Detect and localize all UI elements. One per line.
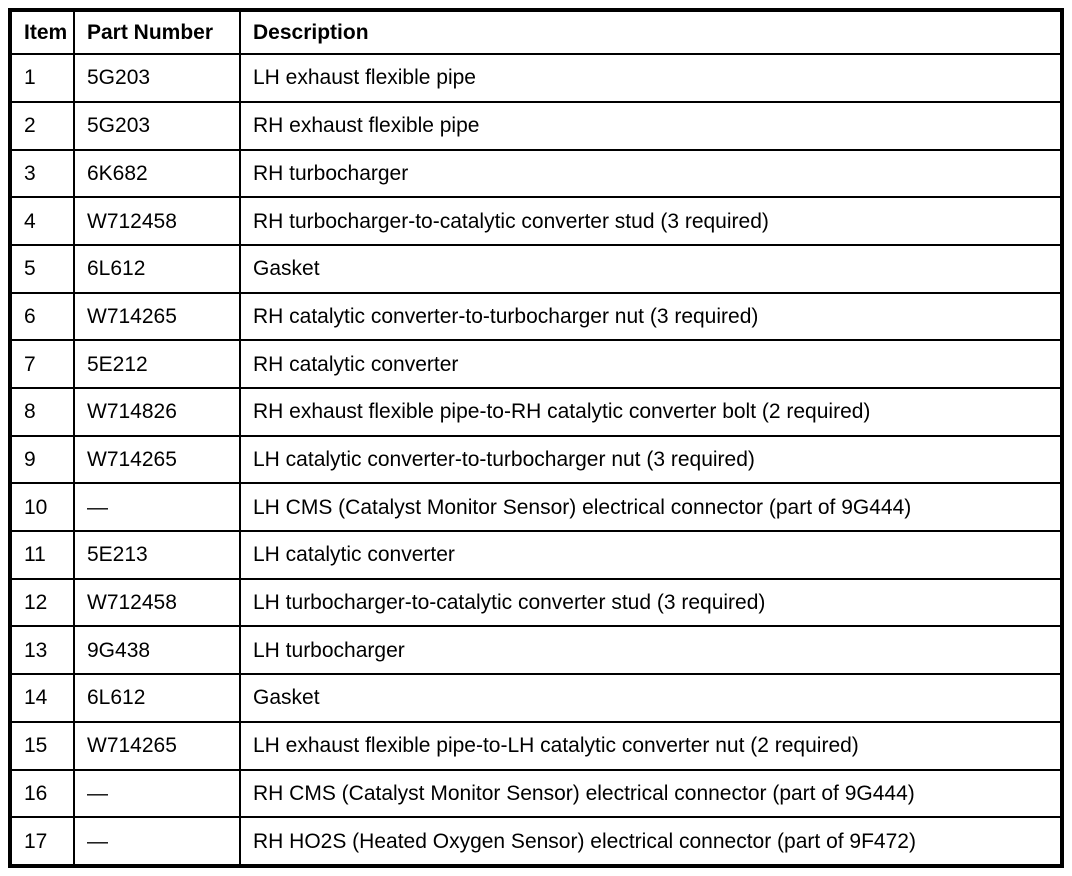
parts-table-body [10,54,1062,866]
header-cell-part-number: Part Number [74,10,240,54]
item-cell: 11 [10,531,74,579]
part-number-cell: 9G438 [74,626,240,674]
table-row [10,674,1062,722]
table-row [10,388,1062,436]
description-cell: LH turbocharger [240,626,1062,674]
description-cell: RH exhaust flexible pipe [240,102,1062,150]
description-cell: LH CMS (Catalyst Monitor Sensor) electrical connector (part of 9G444) [240,483,1062,531]
table-row [10,436,1062,484]
table-row [10,531,1062,579]
item-cell: 5 [10,245,74,293]
table-row [10,245,1062,293]
item-cell: 8 [10,388,74,436]
item-cell: 13 [10,626,74,674]
item-cell: 9 [10,436,74,484]
table-row [10,722,1062,770]
table-row [10,340,1062,388]
part-number-cell: W714265 [74,293,240,341]
description-cell: RH HO2S (Heated Oxygen Sensor) electrical connector (part of 9F472) [240,817,1062,866]
description-cell: Gasket [240,674,1062,722]
item-cell: 12 [10,579,74,627]
item-cell: 6 [10,293,74,341]
part-number-cell: — [74,817,240,866]
item-cell: 2 [10,102,74,150]
description-cell: LH catalytic converter [240,531,1062,579]
table-row [10,817,1062,866]
part-number-cell: 5G203 [74,102,240,150]
table-row [10,150,1062,198]
item-cell: 10 [10,483,74,531]
description-cell: RH catalytic converter-to-turbocharger nut (3 required) [240,293,1062,341]
item-cell: 1 [10,54,74,102]
part-number-cell: W712458 [74,579,240,627]
table-row [10,102,1062,150]
description-cell: Gasket [240,245,1062,293]
item-cell: 3 [10,150,74,198]
description-cell: RH turbocharger-to-catalytic converter stud (3 required) [240,197,1062,245]
table-row [10,579,1062,627]
table-row [10,483,1062,531]
part-number-cell: W714826 [74,388,240,436]
description-cell: RH turbocharger [240,150,1062,198]
part-number-cell: 6L612 [74,245,240,293]
parts-table [8,8,1064,868]
header-cell-description: Description [240,10,1062,54]
part-number-cell: 6K682 [74,150,240,198]
part-number-cell: W714265 [74,436,240,484]
description-cell: RH exhaust flexible pipe-to-RH catalytic converter bolt (2 required) [240,388,1062,436]
part-number-cell: 6L612 [74,674,240,722]
item-cell: 15 [10,722,74,770]
part-number-cell: 5G203 [74,54,240,102]
description-cell: RH CMS (Catalyst Monitor Sensor) electrical connector (part of 9G444) [240,770,1062,818]
item-cell: 17 [10,817,74,866]
part-number-cell: 5E213 [74,531,240,579]
header-row [10,10,1062,54]
part-number-cell: W714265 [74,722,240,770]
table-row [10,770,1062,818]
item-cell: 16 [10,770,74,818]
table-row [10,54,1062,102]
part-number-cell: W712458 [74,197,240,245]
description-cell: LH catalytic converter-to-turbocharger nut (3 required) [240,436,1062,484]
table-row [10,626,1062,674]
table-row [10,197,1062,245]
description-cell: LH exhaust flexible pipe [240,54,1062,102]
description-cell: RH catalytic converter [240,340,1062,388]
item-cell: 7 [10,340,74,388]
part-number-cell: 5E212 [74,340,240,388]
table-row [10,293,1062,341]
item-cell: 4 [10,197,74,245]
header-cell-item: Item [10,10,74,54]
description-cell: LH exhaust flexible pipe-to-LH catalytic converter nut (2 required) [240,722,1062,770]
item-cell: 14 [10,674,74,722]
part-number-cell: — [74,483,240,531]
description-cell: LH turbocharger-to-catalytic converter stud (3 required) [240,579,1062,627]
part-number-cell: — [74,770,240,818]
parts-table-header [10,10,1062,54]
